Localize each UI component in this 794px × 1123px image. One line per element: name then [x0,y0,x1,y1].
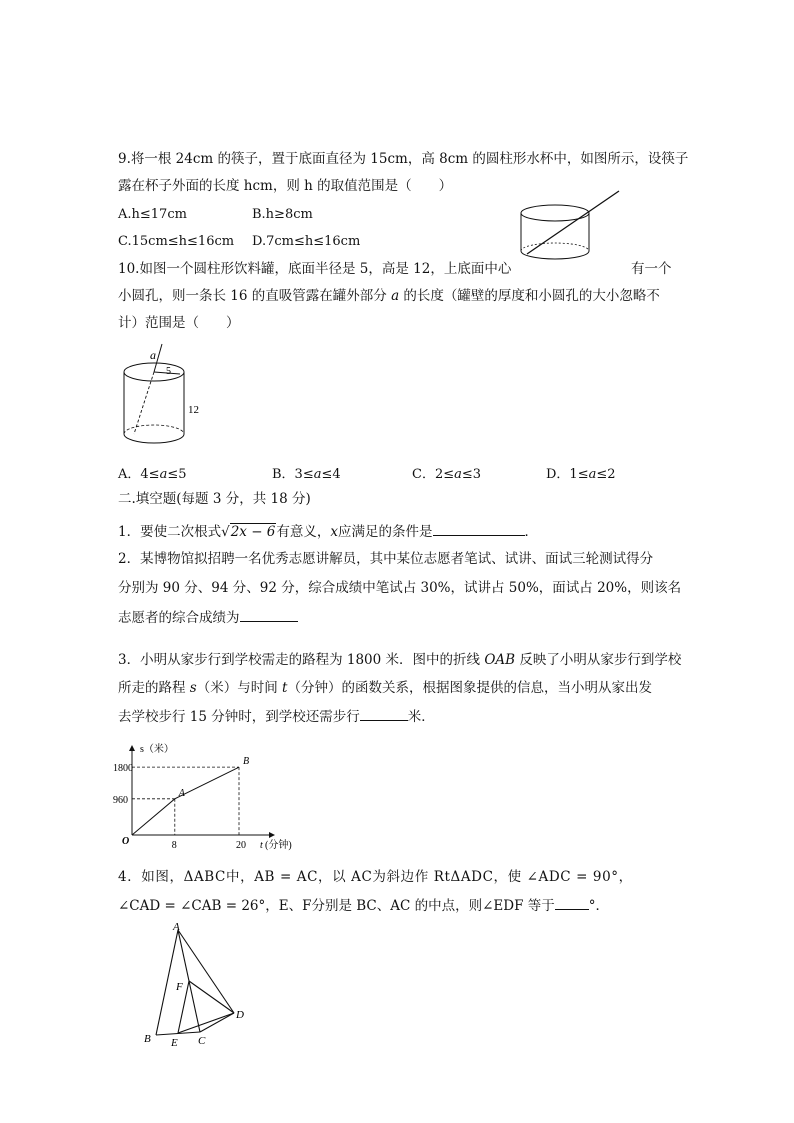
f4-label-a: A [173,921,180,933]
q9-option-c: C.15cm≤h≤16cm [118,234,235,249]
f1-radicand: 2x − 6 [230,524,276,540]
f1-end: ． [524,524,539,540]
q10-option-b-var: a [313,467,322,482]
f3-chart [112,740,312,855]
f4-triangle-figure [138,920,258,1050]
q10-option-a [118,463,187,482]
series-line [132,767,239,835]
f4-line1: 4．如图，ΔABC中，AB = AC，以 AC为斜边作 RtΔADC，使 ∠ADC = 90°， [118,869,633,885]
f1-mid: 有意义， [276,524,331,540]
f2-line2: 分别为 90 分、94 分、92 分，综合成绩中笔试占 30%，试讲占 50%，面试占 20%，则该名 [118,580,682,596]
q10-can-figure [112,342,212,452]
x-tick-20: 20 [236,840,246,851]
f2-line3-text: 志愿者的综合成绩为 [118,610,240,626]
q10-option-b-post: ≤4 [321,467,341,482]
q10-option-a-post: ≤5 [167,467,187,482]
f4-label-b: B [144,1033,151,1045]
q10-line1-text: 10.如图一个圆柱形饮料罐，底面半径是 5，高是 12，上底面中心 [118,261,512,277]
f2-line1: 2．某博物馆拟招聘一名优秀志愿讲解员，其中某位志愿者笔试、试讲、面试三轮测试得分 [118,551,654,567]
f4-line2 [118,896,609,915]
q10-option-a-var: a [159,467,168,482]
q10-line1 [118,260,511,278]
f4-label-e: E [171,1037,178,1049]
q9-line1: 9.将一根 24cm 的筷子，置于底面直径为 15cm，高 8cm 的圆柱形水杯中，如图所示，设筷子 [118,151,689,167]
f1-post: 应满足的条件是 [338,524,433,540]
q10-line3: 计）范围是（ ） [118,315,240,331]
f3-line1-post: 反映了小明从家步行到学校 [515,652,682,668]
f3-line1 [118,651,681,669]
f3-var-s: s [189,680,197,696]
q10-option-b-pre: B．3≤ [272,467,314,482]
q10-option-d-pre: D．1≤ [546,467,589,482]
f2-line3 [118,608,298,627]
f3-y-axis-label: s（米） [140,744,174,755]
f3-oab: OAB [484,652,516,668]
q10-line2 [118,287,660,305]
f1-answer-blank[interactable] [433,522,525,536]
f3-line2-c: （分钟）的函数关系，根据图象提供的信息，当小明从家出发 [287,680,652,696]
f4-label-f: F [176,981,183,993]
point-label-B: B [243,756,250,768]
q10-option-d-var: a [588,467,597,482]
q10-var-a: a [391,288,400,304]
f1-radical: √2x − 6 [221,524,276,540]
q10-option-c-post: ≤3 [461,467,482,482]
q9-cup-figure [515,188,630,263]
q10-option-b [272,463,341,482]
q10-line2-pre: 小圆孔，则一条长 16 的直吸管露在罐外部分 [118,288,392,304]
q10-label-a: a [150,348,156,362]
y-tick-1800: 1800 [113,763,133,775]
f4-line2-text: ∠CAD = ∠CAB = 26°，E、F分别是 BC、AC 的中点，则∠EDF 等于 [118,898,555,914]
f3-x-axis-unit: (分钟) [265,840,292,851]
q10-option-c [412,463,481,482]
f4-label-d: D [236,1009,244,1021]
f4-label-c: C [198,1035,206,1047]
f2-answer-blank[interactable] [240,608,298,622]
q10-option-c-pre: C．2≤ [412,467,455,482]
q10-option-c-var: a [454,467,462,482]
x-tick-8: 8 [171,840,177,851]
q9-option-a: A.h≤17cm [118,207,187,222]
f1-var-x: x [330,524,339,540]
q10-label-r: 5 [166,366,171,377]
f3-line3 [118,707,435,726]
f3-line3-a: 去学校步行 15 分钟时，到学校还需步行 [118,709,360,725]
q10-label-h: 12 [188,404,199,416]
section-title: 二.填空题(每题 3 分，共 18 分) [118,491,311,507]
f3-x-axis-t: t [260,840,263,851]
q9-option-b: B.h≥8cm [252,207,313,222]
q10-line2-post: 的长度（罐壁的厚度和小圆孔的大小忽略不 [399,288,660,304]
f4-line2-end: °． [588,898,610,914]
f1-line [118,522,538,541]
q10-option-a-pre: A．4≤ [118,467,160,482]
f3-line2-b: （米）与时间 [196,680,283,696]
f4-answer-blank[interactable] [555,896,589,910]
q10-line1-end: 有一个 [631,261,672,277]
f3-origin-label: O [122,836,130,847]
q10-option-d [546,463,616,482]
f3-answer-blank[interactable] [360,707,408,721]
f3-line3-b: 米． [407,709,435,725]
q9-line2: 露在杯子外面的长度 hcm，则 h 的取值范围是（ ） [118,178,453,194]
y-tick-960: 960 [113,794,128,806]
f3-line2-a: 所走的路程 [118,680,190,696]
f1-pre: 1．要使二次根式 [118,524,222,540]
point-label-A: A [178,787,185,799]
f3-var-t: t [282,680,288,696]
q9-option-d: D.7cm≤h≤16cm [252,234,361,249]
q10-option-d-post: ≤2 [596,467,616,482]
f3-line2 [118,679,652,697]
f3-line1-pre: 3．小明从家步行到学校需走的路程为 1800 米．图中的折线 [118,652,485,668]
